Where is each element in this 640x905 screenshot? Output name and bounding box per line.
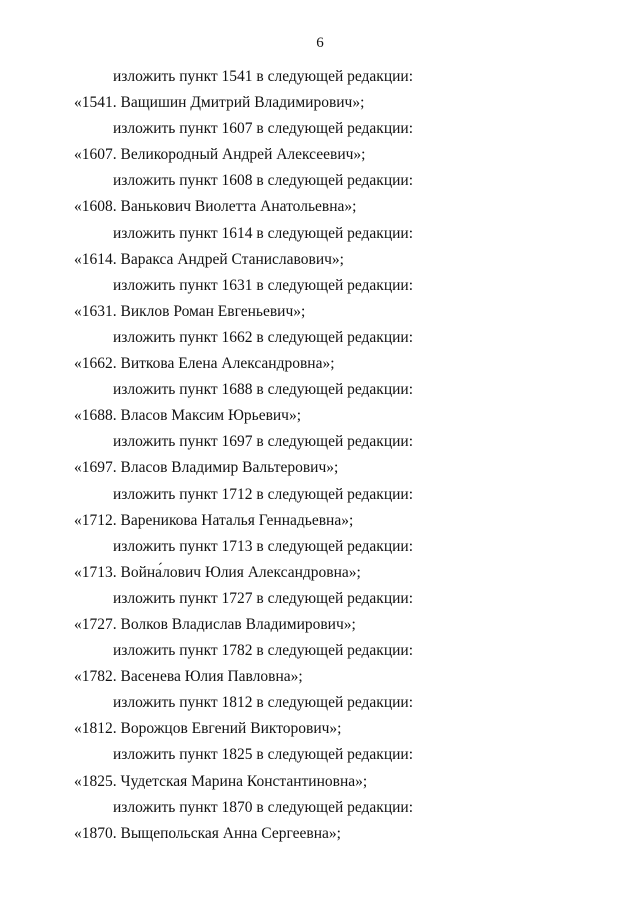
amendment-instruction: изложить пункт 1727 в следующей редакции: — [113, 589, 414, 607]
amendment-record: «1607. Великородный Андрей Алексеевич»; — [74, 146, 366, 164]
page-number: 6 — [316, 35, 324, 51]
amendment-record: «1727. Волков Владислав Владимирович»; — [74, 615, 356, 633]
amendment-instruction: изложить пункт 1608 в следующей редакции: — [113, 172, 414, 190]
amendment-record: «1614. Варакса Андрей Станиславович»; — [74, 250, 344, 268]
amendment-instruction: изложить пункт 1713 в следующей редакции: — [113, 537, 414, 555]
amendment-instruction: изложить пункт 1697 в следующей редакции: — [113, 433, 414, 451]
amendment-record: «1662. Виткова Елена Александровна»; — [74, 355, 335, 373]
amendment-instruction: изложить пункт 1631 в следующей редакции: — [113, 276, 414, 294]
amendment-instruction: изложить пункт 1782 в следующей редакции: — [113, 642, 414, 660]
amendment-record: «1782. Васенева Юлия Павловна»; — [74, 668, 303, 686]
amendment-instruction: изложить пункт 1607 в следующей редакции: — [113, 120, 414, 138]
amendment-record: «1697. Власов Владимир Вальтерович»; — [74, 459, 339, 477]
amendment-instruction: изложить пункт 1662 в следующей редакции: — [113, 328, 414, 346]
amendment-record: «1688. Власов Максим Юрьевич»; — [74, 407, 302, 425]
amendment-instruction: изложить пункт 1688 в следующей редакции: — [113, 381, 414, 399]
amendment-record: «1825. Чудетская Марина Константиновна»; — [74, 772, 368, 790]
amendment-instruction: изложить пункт 1812 в следующей редакции: — [113, 694, 414, 712]
amendment-record: «1712. Вареникова Наталья Геннадьевна»; — [74, 511, 354, 529]
amendment-record: «1608. Ванькович Виолетта Анатольевна»; — [74, 198, 357, 216]
amendment-record: «1631. Виклов Роман Евгеньевич»; — [74, 302, 306, 320]
amendment-instruction: изложить пункт 1825 в следующей редакции: — [113, 746, 414, 764]
amendment-record: «1870. Выщепольская Анна Сергеевна»; — [74, 824, 341, 842]
amendment-instruction: изложить пункт 1870 в следующей редакции: — [113, 798, 414, 816]
amendment-instruction: изложить пункт 1614 в следующей редакции: — [113, 224, 414, 242]
amendment-instruction: изложить пункт 1712 в следующей редакции: — [113, 485, 414, 503]
amendment-list — [0, 64, 640, 847]
amendment-instruction: изложить пункт 1541 в следующей редакции: — [113, 68, 414, 85]
amendment-record: «1812. Ворожцов Евгений Викторович»; — [74, 720, 342, 738]
amendment-record: «1713. Война́лович Юлия Александровна»; — [74, 563, 361, 581]
amendment-record: «1541. Ващишин Дмитрий Владимирович»; — [74, 94, 365, 112]
